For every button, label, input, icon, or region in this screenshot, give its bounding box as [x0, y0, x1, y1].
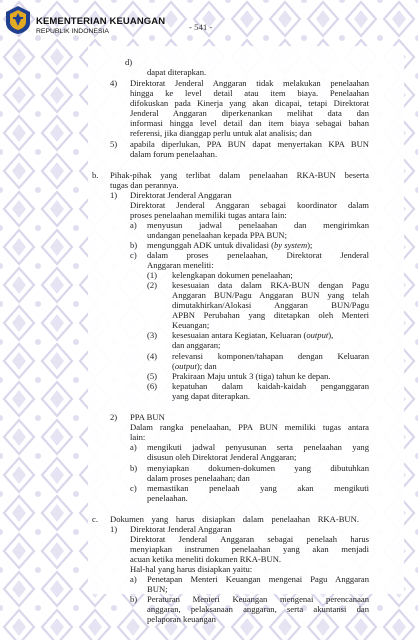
list-label: b) — [130, 463, 138, 473]
list-label: c) — [130, 483, 137, 493]
list-label: c) — [130, 250, 137, 260]
list-label: 4) — [110, 78, 118, 88]
text-line: menyiapkan dokumen-dokumen yang dibutuhkan — [147, 463, 369, 473]
list-label: b) — [130, 240, 138, 250]
text-line: Peraturan Menteri Keuangan mengenai perencanaan — [147, 594, 369, 604]
list-label: c. — [92, 514, 98, 524]
text-line: Anggaran BUN/Pagu Anggaran BUN yang telah — [172, 290, 369, 300]
text-line: mengikuti jadwal penyusunan serta penelaahan yang — [147, 442, 369, 452]
text-line: Dokumen yang harus disiapkan dalam penelaahan RKA-BUN. — [110, 514, 359, 524]
text-line: Keuangan; — [172, 320, 210, 330]
text-line — [147, 57, 369, 67]
list-label: b) — [130, 594, 138, 604]
text-line: acuan ketika meneliti dokumen RKA-BUN. — [130, 554, 282, 564]
list-label: 2) — [110, 412, 118, 422]
list-label: 1) — [110, 524, 118, 534]
text-line: difokuskan pada Kinerja yang akan dicapai, tetapi Direktorat — [130, 98, 369, 108]
text-line: kesesuaian data dalam RKA-BUN dengan Pagu — [172, 280, 369, 290]
text-line: Prakiraan Maju untuk 3 (tiga) tahun ke depan. — [172, 371, 331, 381]
text-line: penelaahan. — [147, 493, 188, 503]
list-label: 5) — [110, 139, 118, 149]
text-line: dan anggaran; — [172, 340, 221, 350]
page-header — [0, 0, 418, 44]
text-line: dapat diterapkan. — [147, 67, 207, 77]
text-line: informasi hingga level detail dan item biaya sebagai bahan — [130, 118, 369, 128]
text-line: pelaporan keuangan — [147, 614, 216, 624]
text-line: (output); dan — [172, 361, 217, 371]
list-label: (2) — [147, 280, 158, 290]
list-label: a) — [130, 442, 137, 452]
list-label: (4) — [147, 351, 158, 361]
text-line: tugas dan perannya. — [110, 180, 179, 190]
list-label: (1) — [147, 270, 158, 280]
text-line: Direktorat Jenderal Anggaran sebagai koordinator dalam — [130, 200, 369, 210]
text-line: mengunggah ADK untuk divalidasi (by system); — [147, 240, 313, 250]
text-line: lain: — [130, 432, 146, 442]
text-line: undangan penelaahan kepada PPA BUN; — [147, 230, 288, 240]
list-label: a) — [130, 220, 137, 230]
list-label: (6) — [147, 381, 158, 391]
text-line: yang dapat diterapkan. — [172, 391, 251, 401]
list-label: b. — [92, 170, 99, 180]
text-line: anggaran, pelaksanaan anggaran, serta akuntansi dan — [147, 604, 369, 614]
text-line: Pihak-pihak yang terlibat dalam penelaahan RKA-BUN beserta — [110, 170, 369, 180]
page-number: - 541 - — [189, 22, 213, 32]
text-line: relevansi komponen/tahapan dengan Keluaran — [172, 351, 369, 361]
text-line: referensi, jika dianggap perlu untuk alat analisis; dan — [130, 128, 312, 138]
organization-name: KEMENTERIAN KEUANGAN — [36, 16, 166, 27]
list-label: (3) — [147, 330, 158, 340]
text-line: kelengkapan dokumen penelaahan; — [172, 270, 293, 280]
text-line: BUN; — [147, 584, 168, 594]
text-line: kepatuhan dalam kaidah-kaidah penganggaran — [172, 381, 369, 391]
text-line: dalam forum penelaahan. — [130, 149, 218, 159]
text-line: Direktorat Jenderal Anggaran — [130, 524, 232, 534]
text-line: Direktorat Jenderal Anggaran — [130, 190, 232, 200]
text-line: Direktorat Jenderal Anggaran sebagai penelaah harus — [130, 534, 369, 544]
text-line: APBN Perubahan yang ditetapkan oleh Menteri — [172, 310, 369, 320]
list-label: (5) — [147, 371, 158, 381]
text-line: memastikan penelaah yang akan mengikuti — [147, 483, 369, 493]
list-label: a) — [130, 574, 137, 584]
organization-subtitle: REPUBLIK INDONESIA — [36, 28, 109, 35]
text-line: kesesuaian antara Kegiatan, Keluaran (output), — [172, 330, 334, 340]
text-line: menyiapkan instrumen penelaahan yang akan menjadi — [130, 544, 369, 554]
text-line: proses penelaahan memiliki tugas antara lain: — [130, 210, 287, 220]
text-line: Dalam rangka penelaahan, PPA BUN memiliki tugas antara — [130, 422, 369, 432]
text-line: disusun oleh Direktorat Jenderal Anggaran; — [147, 452, 297, 462]
text-line: Penetapan Menteri Keuangan mengenai Pagu Anggaran — [147, 574, 369, 584]
text-line: Hal-hal yang harus disiapkan yaitu: — [130, 564, 253, 574]
text-line: hingga ke level detail atau item biaya. Penelaahan — [130, 88, 369, 98]
text-line: Anggaran meneliti: — [147, 260, 214, 270]
text-line: menyusun jadwal penelaahan dan mengirimkan — [147, 220, 369, 230]
text-line: dalam proses penelaahan, Direktorat Jenderal — [147, 250, 369, 260]
text-line: apabila diperlukan, PPA BUN dapat menyertakan KPA BUN — [130, 139, 369, 149]
text-line: dalam proses penelaahan; dan — [147, 473, 250, 483]
text-line: Direktorat Jenderal Anggaran tidak melakukan penelaahan — [130, 78, 369, 88]
ministry-logo-icon — [4, 5, 32, 35]
text-line: dimutakhirkan/Alokasi Anggaran BUN/Pagu — [172, 300, 369, 310]
list-label: 1) — [110, 190, 118, 200]
text-line: Jenderal Anggaran diperkenankan melihat data dan — [130, 108, 369, 118]
list-label: d) — [125, 57, 133, 67]
text-line: PPA BUN — [130, 412, 165, 422]
